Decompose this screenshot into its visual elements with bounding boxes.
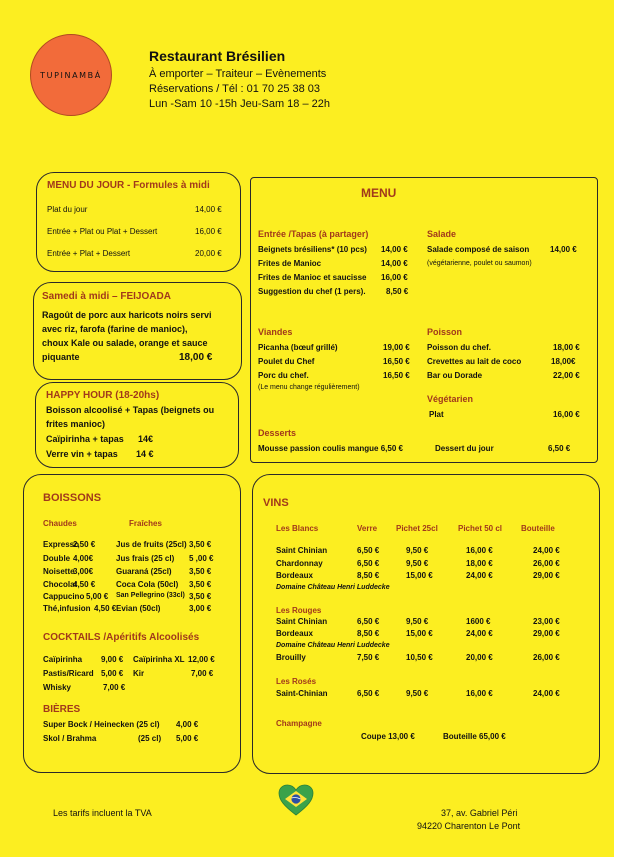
wine-name: Saint-Chinian [276,689,328,698]
logo-text: TUPINAMBÁ [40,70,102,80]
boissons-box [23,474,241,773]
chaude-price: 3,00€ [73,567,94,576]
wine-price: 24,00 € [466,629,493,638]
entree-item: Frites de Manioc [258,259,322,268]
logo [30,34,112,116]
wine-price: 10,50 € [406,653,433,662]
boissons-title: BOISSONS [43,492,102,504]
header-phone: Réservations / Tél : 01 70 25 38 03 [149,83,321,95]
chaude-item: Noisette [43,567,75,576]
entree-price: 14,00 € [381,259,408,268]
wine-price: 29,00 € [533,571,560,580]
brazil-heart-icon [278,784,314,816]
viande-item: Picanha (bœuf grillé) [258,343,338,352]
happy-hour-line: frites manioc) [46,419,106,429]
rouges-title: Les Rouges [276,606,322,615]
biere-size: (25 cl) [138,734,162,743]
happy-hour-line: Boisson alcoolisé + Tapas (beignets ou [46,405,215,415]
entree-price: 8,50 € [386,287,409,296]
wine-name: Bordeaux [276,571,313,580]
menu-du-jour-price: 16,00 € [195,227,222,236]
wine-price: 8,50 € [357,629,380,638]
entree-price: 16,00 € [381,273,408,282]
menu-du-jour-item: Entrée + Plat + Dessert [47,249,131,258]
cocktail-price: 7,00 € [103,683,126,692]
happy-hour-price: 14€ [138,434,154,444]
fraiche-item: Evian (50cl) [116,604,161,613]
domaine-note: Domaine Château Henri Luddecke [276,642,390,649]
vegetarien-title: Végétarien [427,394,474,404]
cocktail-item: Pastis/Ricard [43,669,94,678]
vegetarien-item: Plat [429,410,444,419]
viande-price: 19,00 € [383,343,410,352]
wine-price: 16,00 € [466,689,493,698]
dessert-item: Dessert du jour [435,444,494,453]
wine-name: Chardonnay [276,559,323,568]
viande-price: 16,50 € [383,357,410,366]
viande-item: Porc du chef. [258,371,309,380]
entree-item: Frites de Manioc et saucisse [258,273,367,282]
chaudes-label: Chaudes [43,519,77,528]
menu-du-jour-box [36,172,241,272]
wine-price: 9,50 € [406,617,429,626]
vins-box [252,474,600,774]
entree-price: 14,00 € [381,245,408,254]
happy-hour-box [35,382,239,468]
happy-hour-item: Caïpirinha + tapas [46,434,124,444]
feijoada-line: piquante [42,352,80,362]
fraiche-price: 3,50 € [189,592,212,601]
dessert-item: Mousse passion coulis mangue 6,50 € [258,444,403,453]
chaude-item: Expresso [43,540,80,549]
wine-price: 1600 € [466,617,491,626]
viande-price: 16,50 € [383,371,410,380]
happy-hour-title: HAPPY HOUR (18-20hs) [46,390,160,401]
chaude-price: 4,50 € [73,580,96,589]
entree-item: Beignets brésiliens* (10 pcs) [258,245,367,254]
menu-du-jour-item: Entrée + Plat ou Plat + Dessert [47,227,158,236]
fraiche-price: 5 ,00 € [189,554,214,563]
vegetarien-price: 16,00 € [553,410,580,419]
vins-col-header: Bouteille [521,524,555,533]
cocktail-item: Kir [133,669,145,678]
menu-du-jour-price: 20,00 € [195,249,222,258]
poisson-price: 18,00€ [551,357,576,366]
chaude-item: Chocolat [43,580,78,589]
chaude-price: 2,50 € [73,540,96,549]
champagne-coupe: Coupe 13,00 € [361,732,415,741]
chaude-price: 4,00€ [73,554,94,563]
fraiche-item: Jus de fruits (25cl) [116,540,187,549]
viandes-title: Viandes [258,327,293,337]
page-edge [614,0,620,857]
menu-title: MENU [361,186,397,200]
poisson-price: 18,00 € [553,343,580,352]
fraiche-price: 3,50 € [189,567,212,576]
fraiche-item: Coca Cola (50cl) [116,580,179,589]
menu-du-jour-price: 14,00 € [195,205,222,214]
chaude-item: Double [43,554,71,563]
fraiches-label: Fraîches [129,519,162,528]
poisson-title: Poisson [427,327,463,337]
fraiche-item: Guaraná (25cl) [116,567,172,576]
tva-note: Les tarifs incluent la TVA [53,808,152,818]
domaine-note: Domaine Château Henri Luddecke [276,584,390,591]
feijoada-price: 18,00 € [179,352,213,363]
wine-name: Saint Chinian [276,546,328,555]
biere-item: Skol / Brahma [43,734,97,743]
fraiche-price: 3,00 € [189,604,212,613]
happy-hour-item: Verre vin + tapas [46,449,118,459]
wine-name: Brouilly [276,653,306,662]
wine-price: 23,00 € [533,617,560,626]
cocktail-price: 7,00 € [191,669,214,678]
fraiche-item: San Pellegrino (33cl) [116,592,185,599]
champagne-title: Champagne [276,719,322,728]
wine-price: 24,00 € [533,546,560,555]
cocktail-item: Caïpirinha [43,655,83,664]
entree-item: Suggestion du chef (1 pers). [258,287,366,296]
fraiche-item: Jus frais (25 cl) [116,554,175,563]
wine-price: 24,00 € [533,689,560,698]
wine-price: 6,50 € [357,559,380,568]
viandes-note: (Le menu change régulièrement) [258,384,360,391]
wine-price: 29,00 € [533,629,560,638]
chaude-item: Cappucino [43,592,85,601]
champagne-bouteille: Bouteille 65,00 € [443,732,506,741]
viande-item: Poulet du Chef [258,357,315,366]
menu-du-jour-item: Plat du jour [47,205,88,214]
wine-price: 20,00 € [466,653,493,662]
menu-du-jour-title: MENU DU JOUR - Formules à midi [47,180,210,191]
vins-col-header: Pichet 25cl [396,524,438,533]
chaude-price: 5,00 € [86,592,109,601]
biere-price: 5,00 € [176,734,199,743]
wine-price: 26,00 € [533,559,560,568]
wine-name: Saint Chinian [276,617,328,626]
salade-note: (végétarienne, poulet ou saumon) [427,260,532,267]
menu-box [250,177,598,463]
wine-price: 9,50 € [406,546,429,555]
wine-price: 26,00 € [533,653,560,662]
poisson-item: Crevettes au lait de coco [427,357,522,366]
cocktail-price: 9,00 € [101,655,124,664]
desserts-title: Desserts [258,428,297,438]
cocktail-price: 5,00 € [101,669,124,678]
wine-price: 6,50 € [357,689,380,698]
cocktail-price: 12,00 € [188,655,215,664]
header-hours: Lun -Sam 10 -15h Jeu-Sam 18 – 22h [149,98,331,110]
chaude-item: Thé,infusion [43,604,91,613]
poisson-item: Bar ou Dorade [427,371,483,380]
vins-col-header: Verre [357,524,378,533]
wine-price: 7,50 € [357,653,380,662]
cocktail-item: Caïpirinha XL [133,655,185,664]
wine-price: 9,50 € [406,559,429,568]
poisson-price: 22,00 € [553,371,580,380]
address-line-1: 37, av. Gabriel Péri [441,808,518,818]
feijoada-line: avec riz, farofa (farine de manioc), [42,324,188,334]
vins-title: VINS [263,497,289,509]
wine-price: 15,00 € [406,629,433,638]
wine-price: 16,00 € [466,546,493,555]
wine-price: 15,00 € [406,571,433,580]
biere-item: Super Bock / Heinecken (25 cl) [43,720,160,729]
salade-item: Salade composé de saison [427,245,530,254]
restaurant-title: Restaurant Brésilien [149,48,286,64]
fraiche-price: 3,50 € [189,580,212,589]
feijoada-box [33,282,242,380]
wine-price: 6,50 € [357,546,380,555]
roses-title: Les Rosés [276,677,317,686]
wine-price: 6,50 € [357,617,380,626]
chaude-price: 4,50 € [94,604,117,613]
wine-price: 8,50 € [357,571,380,580]
wine-name: Bordeaux [276,629,313,638]
salade-price: 14,00 € [550,245,577,254]
dessert-price: 6,50 € [548,444,571,453]
fraiche-price: 3,50 € [189,540,212,549]
wine-price: 9,50 € [406,689,429,698]
header-line-1: À emporter – Traiteur – Evènements [149,68,327,80]
vins-col-header: Les Blancs [276,524,319,533]
cocktails-title: COCKTAILS /Apéritifs Alcoolisés [43,632,200,643]
happy-hour-price: 14 € [136,449,154,459]
feijoada-line: choux Kale ou salade, orange et sauce [42,338,208,348]
feijoada-line: Ragoût de porc aux haricots noirs servi [42,310,212,320]
feijoada-title: Samedi à midi – FEIJOADA [42,291,171,302]
poisson-item: Poisson du chef. [427,343,492,352]
cocktail-item: Whisky [43,683,72,692]
biere-price: 4,00 € [176,720,199,729]
entrees-title: Entrée /Tapas (à partager) [258,229,369,239]
address-line-2: 94220 Charenton Le Pont [417,821,521,831]
vins-col-header: Pichet 50 cl [458,524,503,533]
wine-price: 18,00 € [466,559,493,568]
bieres-title: BIÈRES [43,704,81,715]
salade-title: Salade [427,229,457,239]
wine-price: 24,00 € [466,571,493,580]
